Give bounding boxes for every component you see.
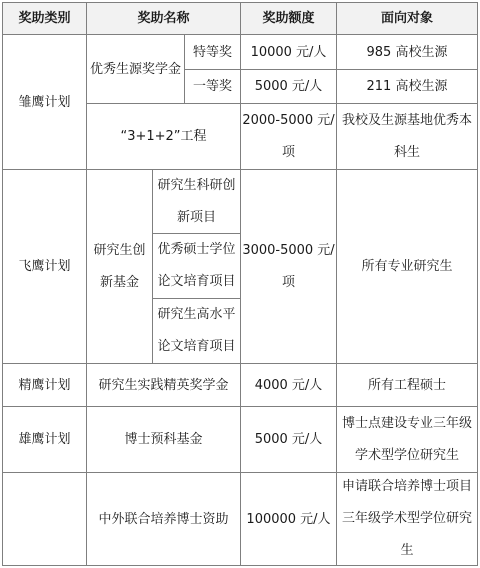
- amount: 5000 元/人: [254, 79, 323, 94]
- award-sub: 一等奖: [192, 79, 232, 94]
- target-cell: [336, 69, 478, 104]
- amount-cell: [240, 34, 337, 70]
- header-target: [336, 2, 478, 35]
- award-name-line: 研究生创: [93, 242, 146, 258]
- target-line: 博士点建设专业三年级: [341, 415, 472, 431]
- category-cell-3: [2, 363, 87, 407]
- award-name-cell: [86, 34, 185, 104]
- target: 所有专业研究生: [361, 259, 453, 274]
- target-cell: [336, 406, 478, 473]
- target-cell: [336, 34, 478, 70]
- award-sub-cell: [152, 298, 241, 364]
- target: 所有工程硕士: [367, 377, 446, 393]
- award-sub-line: 论文培育项目: [157, 339, 236, 354]
- target-cell: [336, 472, 478, 566]
- amount-cell: [240, 103, 337, 170]
- header-name: [86, 2, 241, 35]
- award-name: “3+1+2”工程: [120, 129, 207, 144]
- award-name-cell: [86, 363, 241, 407]
- amount-line: 项: [281, 144, 295, 160]
- award-sub-line: 新项目: [176, 209, 216, 225]
- award-name-cell: [86, 472, 241, 566]
- award-name-cell: [86, 169, 153, 364]
- award-name-cell: [86, 406, 241, 473]
- award-sub: 特等奖: [192, 44, 232, 60]
- award-name-cell: [86, 103, 241, 170]
- header-amount: [240, 2, 337, 35]
- amount-cell: [240, 169, 337, 364]
- award-sub-cell: [184, 34, 241, 70]
- target-cell: [336, 103, 478, 170]
- amount: 100000 元/人: [246, 511, 331, 527]
- header-name-label: 奖助名称: [137, 11, 190, 26]
- award-name: 研究生实践精英奖学金: [98, 377, 229, 393]
- amount-cell: [240, 472, 337, 566]
- award-sub-line: 论文培育项目: [157, 274, 236, 289]
- award-sub-line: 研究生科研创: [157, 177, 236, 193]
- amount-line: 2000-5000 元/: [242, 112, 335, 128]
- target-cell: [336, 363, 478, 407]
- target: 211 高校生源: [366, 79, 448, 94]
- category-cell-2: [2, 169, 87, 364]
- target-line: 我校及生源基地优秀本: [341, 112, 472, 128]
- amount-line: 项: [281, 274, 295, 290]
- category-cell-5: [2, 472, 87, 566]
- award-sub-cell: [184, 69, 241, 104]
- target-line: 生: [400, 543, 414, 558]
- header-amount-label: 奖助额度: [262, 11, 315, 26]
- award-sub-line: 优秀硕士学位: [157, 242, 236, 257]
- target-line: 学术型学位研究生: [354, 447, 459, 463]
- category-cell-1: [2, 34, 87, 170]
- target-cell: [336, 169, 478, 364]
- category-label-4: 雄鹰计划: [18, 432, 71, 447]
- category-label-2: 飞鹰计划: [18, 259, 71, 274]
- award-name: 中外联合培养博士资助: [98, 511, 229, 527]
- award-sub-cell: [152, 169, 241, 234]
- category-cell-4: [2, 406, 87, 473]
- header-category-label: 奖助类别: [18, 11, 71, 26]
- category-label-1: 雏鹰计划: [18, 94, 71, 110]
- target-line: 申请联合培养博士项目: [341, 479, 472, 494]
- award-sub-cell: [152, 233, 241, 299]
- award-name: 博士预科基金: [124, 432, 203, 447]
- amount: 5000 元/人: [254, 432, 323, 447]
- category-label-3: 精鹰计划: [18, 377, 71, 393]
- target: 985 高校生源: [366, 44, 448, 60]
- amount-cell: [240, 69, 337, 104]
- amount-cell: [240, 363, 337, 407]
- amount: 4000 元/人: [254, 377, 323, 393]
- award-name-line: 新基金: [99, 274, 139, 290]
- header-target-label: 面向对象: [380, 11, 433, 26]
- award-sub-line: 研究生高水平: [157, 307, 236, 322]
- award-name: 优秀生源奖学金: [89, 61, 181, 77]
- amount-line: 3000-5000 元/: [242, 242, 335, 258]
- amount: 10000 元/人: [250, 44, 327, 60]
- header-category: [2, 2, 87, 35]
- target-line: 三年级学术型学位研究: [341, 511, 472, 526]
- target-line: 科生: [393, 144, 420, 160]
- amount-cell: [240, 406, 337, 473]
